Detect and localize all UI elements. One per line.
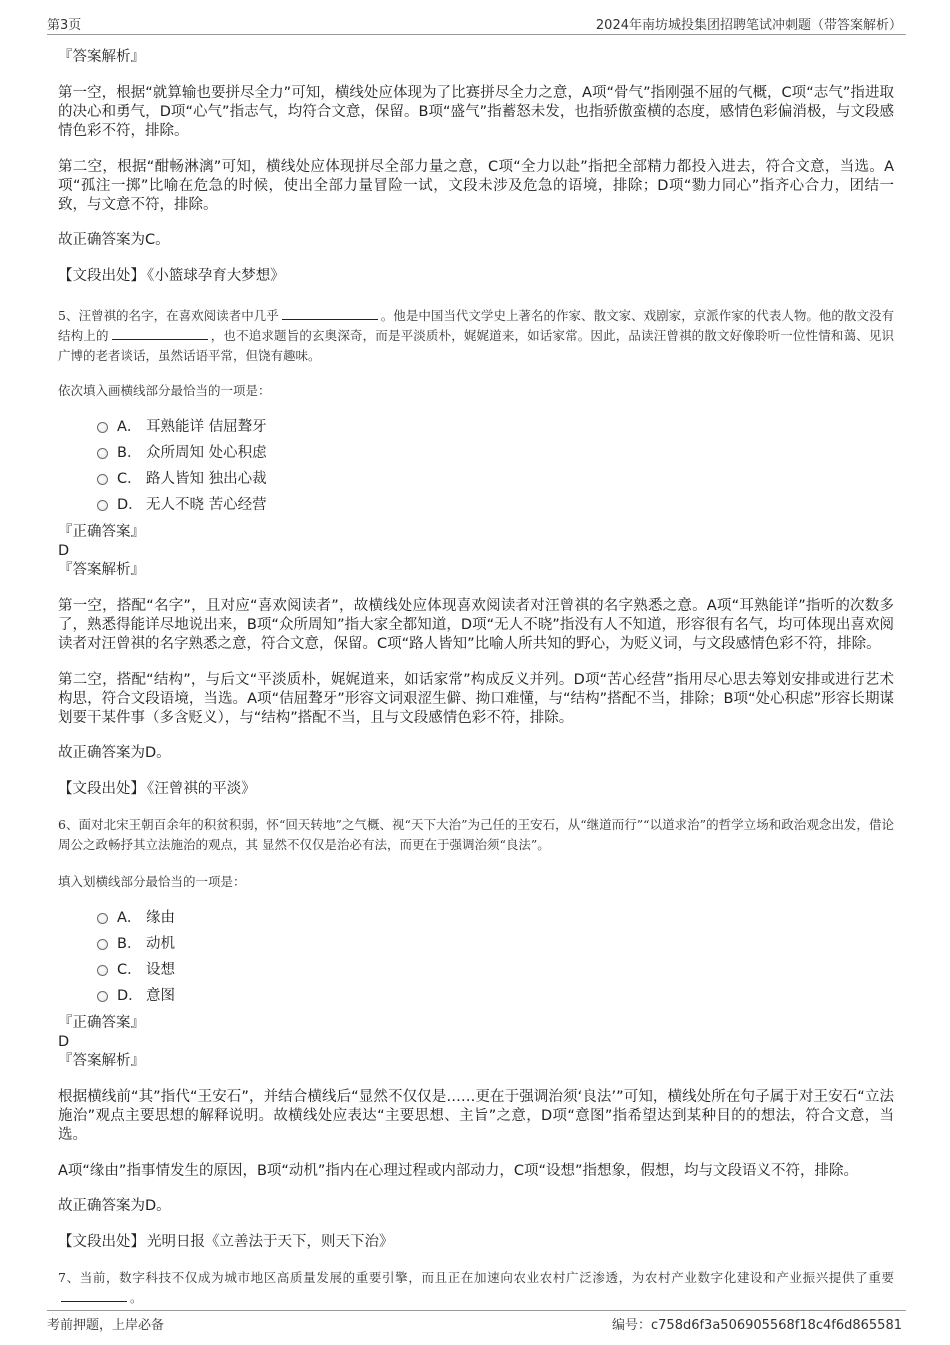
page-header bbox=[47, 12, 906, 35]
q5-stem-part-3: ，也不追求题旨的玄奥深奇，而是平淡质朴，娓娓道来，如话家常。因此，品读汪曾祺的散文好像聆听一位性情和蔼、见识广博的老者谈话，虽然话语平常，但饶有趣味。 bbox=[58, 328, 894, 363]
q5-option-c[interactable] bbox=[97, 464, 894, 490]
q5-stem bbox=[58, 306, 894, 366]
option-key: A． bbox=[117, 418, 142, 435]
q6-answer: D bbox=[58, 1034, 70, 1050]
q5-blank-2 bbox=[112, 327, 208, 340]
q6-option-a[interactable] bbox=[97, 903, 894, 929]
q7-blank bbox=[61, 1289, 127, 1302]
radio-icon[interactable] bbox=[97, 474, 108, 485]
q4-source bbox=[58, 267, 894, 286]
q5-answer-label: 『正确答案』 bbox=[58, 524, 145, 540]
q7-stem bbox=[58, 1268, 894, 1308]
page-footer bbox=[47, 1310, 906, 1335]
option-text: 众所周知 处心积虑 bbox=[146, 444, 267, 461]
radio-icon[interactable] bbox=[97, 448, 108, 459]
q4-analysis-para-1: 第一空，根据“就算输也要拼尽全力”可知，横线处应体现为了比赛拼尽全力之意，A项“骨气”指刚强不屈的气概，C项“志气”指进取的决心和勇气，D项“心气”指志气，均符合文意，保留。B项“盛气”指蓄怒未发，也指骄傲蛮横的态度，感情色彩偏消极，与文段感情色彩不符，排除。 bbox=[58, 85, 894, 139]
radio-icon[interactable] bbox=[97, 422, 108, 433]
option-key: B． bbox=[117, 444, 142, 461]
q7-stem-part-1: 7、当前，数字科技不仅成为城市地区高质量发展的重要引擎，而且正在加速向农业农村广泛渗透，为农村产业数字化建设和产业振兴提供了重要 bbox=[58, 1270, 894, 1285]
option-key: B． bbox=[117, 935, 142, 952]
q5-prompt: 依次填入画横线部分最恰当的一项是： bbox=[58, 383, 271, 398]
q6-source-tag: 【文段出处】 bbox=[58, 1234, 145, 1250]
q5-conclusion: 故正确答案为D。 bbox=[58, 745, 171, 761]
q4-analysis-para-2: 第二空，根据“酣畅淋漓”可知，横线处应体现拼尽全部力量之意，C项“全力以赴”指把全部精力都投入进去，符合文意，当选。A项“孤注一掷”比喻在危急的时候，使出全部力量冒险一试，文段未涉及危急的语境，排除；D项“勠力同心”指齐心合力，团结一致，与文意不符，排除。 bbox=[58, 159, 894, 213]
q6-source bbox=[58, 1233, 894, 1252]
q5-analysis-label: 『答案解析』 bbox=[58, 562, 145, 578]
q6-analysis-para-1: 根据横线前“其”指代“王安石”，并结合横线后“显然不仅仅是……更在于强调治须‘良法’”可知，横线处所在句子属于对王安石“立法施治”观点主要思想的解释说明。故横线处应表达“主要思想、主旨”之意，D项“意图”指希望达到某种目的的想法，符合文意，当选。 bbox=[58, 1089, 894, 1143]
q6-option-b[interactable] bbox=[97, 929, 894, 955]
q5-blank-1 bbox=[282, 307, 378, 320]
option-text: 动机 bbox=[146, 935, 175, 952]
radio-icon[interactable] bbox=[97, 913, 108, 924]
q5-source-tag: 【文段出处】 bbox=[58, 781, 145, 797]
q6-answer-label: 『正确答案』 bbox=[58, 1015, 145, 1031]
q5-option-b[interactable] bbox=[97, 438, 894, 464]
q4-analysis-label: 『答案解析』 bbox=[58, 49, 145, 65]
radio-icon[interactable] bbox=[97, 991, 108, 1002]
option-key: C． bbox=[117, 470, 142, 487]
option-text: 设想 bbox=[146, 961, 175, 978]
q5-option-d[interactable] bbox=[97, 490, 894, 516]
document-code-label: 编号： bbox=[611, 1318, 651, 1333]
q6-conclusion: 故正确答案为D。 bbox=[58, 1198, 171, 1214]
q6-options bbox=[58, 903, 894, 1007]
document-title: 2024年南坊城投集团招聘笔试冲刺题（带答案解析） bbox=[595, 18, 902, 33]
q4-analysis-block bbox=[58, 48, 894, 286]
option-key: C． bbox=[117, 961, 142, 978]
option-key: D． bbox=[117, 496, 143, 513]
page-content bbox=[58, 44, 894, 1308]
q5-source-title: 《汪曾祺的平淡》 bbox=[147, 781, 256, 797]
q6-source-title: 光明日报《立善法于天下，则天下治》 bbox=[147, 1234, 394, 1250]
q6-prompt: 填入划横线部分最恰当的一项是： bbox=[58, 874, 246, 889]
q5-options bbox=[58, 412, 894, 516]
q5-analysis-para-2: 第二空，搭配“结构”，与后文“平淡质朴，娓娓道来，如话家常”构成反义并列。D项“苦心经营”指用尽心思去筹划安排或进行艺术构思，符合文段语境，当选。A项“佶屈聱牙”形容文词艰涩生僻、拗口难懂，与“结构”搭配不当，排除；B项“处心积虑”形容长期谋划要干某件事（多含贬义），与“结构”搭配不当，且与文段感情色彩不符，排除。 bbox=[58, 672, 894, 726]
q5-answer: D bbox=[58, 543, 70, 559]
footer-slogan: 考前押题，上岸必备 bbox=[47, 1318, 165, 1333]
option-text: 无人不晓 苦心经营 bbox=[146, 496, 267, 513]
document-code-value: c758d6f3a506905568f18c4f6d865581 bbox=[651, 1318, 902, 1333]
q5-stem-part-1: 5、汪曾祺的名字，在喜欢阅读者中几乎 bbox=[58, 308, 279, 323]
question-5 bbox=[58, 306, 894, 799]
q6-option-d[interactable] bbox=[97, 981, 894, 1007]
q4-source-title: 《小篮球孕育大梦想》 bbox=[147, 268, 285, 284]
option-text: 耳熟能详 佶屈聱牙 bbox=[146, 418, 267, 435]
q6-stem: 6、面对北宋王朝百余年的积贫积弱，怀“回天转地”之气概、视“天下大治”为己任的王安石，从“继道而行”“以道求治”的哲学立场和政治观念出发，借论周公之政畅抒其立法施治的观点，其 显然不仅仅是治必有法，而更在于强调治须“良法”。 bbox=[58, 817, 894, 852]
option-text: 路人皆知 独出心裁 bbox=[146, 470, 267, 487]
q5-analysis-para-1: 第一空，搭配“名字”，且对应“喜欢阅读者”，故横线处应体现喜欢阅读者对汪曾祺的名字熟悉之意。A项“耳熟能详”指听的次数多了，熟悉得能详尽地说出来，B项“众所周知”指大家全都知道，D项“无人不晓”指没有人不知道，形容很有名气，均可体现出喜欢阅读者对汪曾祺的名字熟悉之意，符合文意，保留。C项“路人皆知”比喻人所共知的野心，为贬义词，与文段感情色彩不符，排除。 bbox=[58, 598, 894, 652]
q5-option-a[interactable] bbox=[97, 412, 894, 438]
option-text: 意图 bbox=[146, 987, 175, 1004]
radio-icon[interactable] bbox=[97, 939, 108, 950]
page-number: 第3页 bbox=[47, 18, 82, 33]
q4-source-tag: 【文段出处】 bbox=[58, 268, 145, 284]
question-7 bbox=[58, 1268, 894, 1308]
q6-analysis-para-2: A项“缘由”指事情发生的原因，B项“动机”指内在心理过程或内部动力，C项“设想”指想象，假想，均与文段语义不符，排除。 bbox=[58, 1163, 859, 1179]
radio-icon[interactable] bbox=[97, 500, 108, 511]
q4-conclusion: 故正确答案为C。 bbox=[58, 232, 170, 248]
option-key: D． bbox=[117, 987, 143, 1004]
q6-option-c[interactable] bbox=[97, 955, 894, 981]
radio-icon[interactable] bbox=[97, 965, 108, 976]
q6-analysis-label: 『答案解析』 bbox=[58, 1053, 145, 1069]
q5-stem-part-2: 。他是中国当代文学史上著名的作家、散文家、戏剧家，京派作家的代表人物。他的散文没有结构上的 bbox=[58, 308, 894, 343]
q5-source bbox=[58, 780, 894, 799]
question-6 bbox=[58, 815, 894, 1252]
q7-stem-part-2: 。 bbox=[130, 1290, 143, 1305]
document-code bbox=[612, 1314, 902, 1333]
option-text: 缘由 bbox=[146, 909, 175, 926]
option-key: A． bbox=[117, 909, 142, 926]
